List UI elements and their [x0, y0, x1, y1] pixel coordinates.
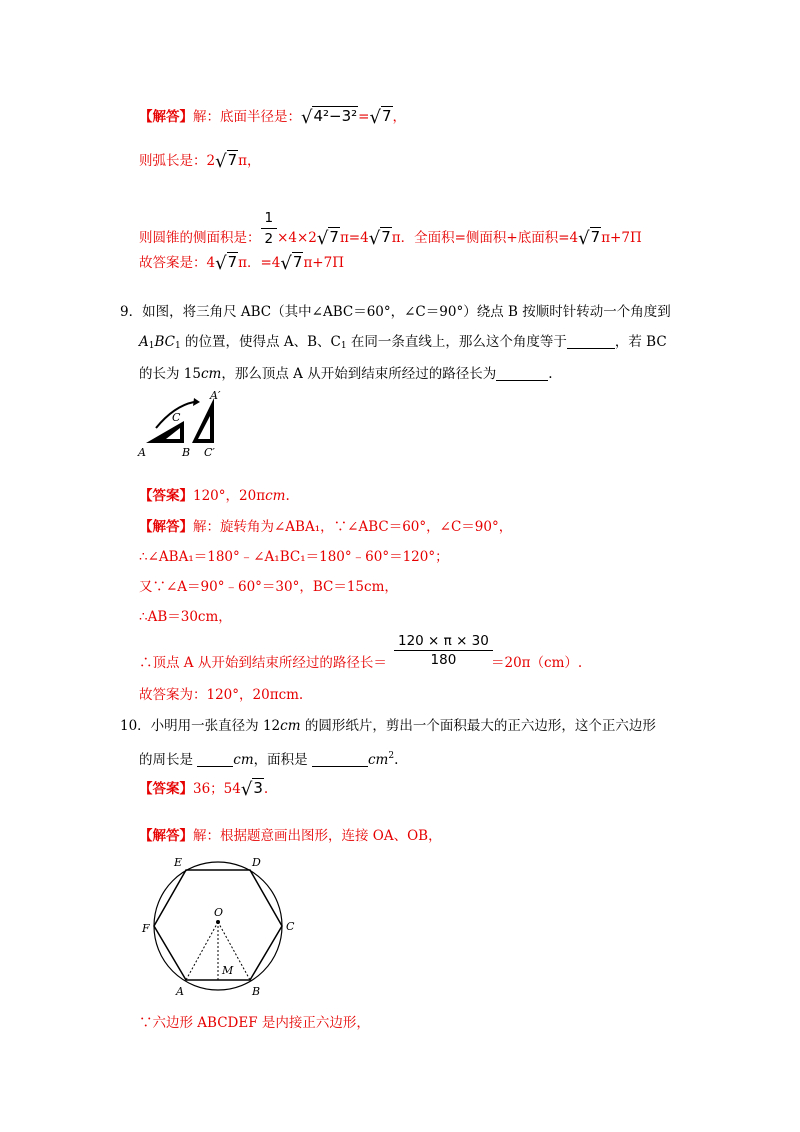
- label-m: M: [222, 964, 234, 977]
- q9-solution-line-3: 又∵∠A＝90°﹣60°＝30°，BC＝15cm，: [139, 579, 398, 595]
- label-d: D: [252, 856, 261, 869]
- sqrt-expression: √3: [240, 779, 263, 800]
- q9-solution-line-2: ∴∠ABA₁＝180°﹣∠A₁BC₁＝180°﹣60°＝120°；: [139, 549, 449, 565]
- label-c: C: [172, 411, 181, 424]
- q8-solution-line-1: 【解答】解：底面半径是：√4²−3²=√7，: [139, 107, 407, 128]
- q10-question-line-2: 的周长是 cm，面积是 $cm^2$.: [139, 751, 399, 768]
- q9-fraction: 120 × π × 30 180: [394, 632, 493, 669]
- q9-solution-line-6: 故答案为：120°，20πcm.: [139, 687, 304, 703]
- fraction: $\frac{1}{2}$: [261, 208, 278, 249]
- label-c1: C′: [204, 446, 215, 459]
- q9-triangle-figure: [136, 388, 231, 460]
- q9-solution-line-5: ∴顶点 A 从开始到结束所经过的路径长＝: [139, 655, 387, 671]
- sqrt-expression: √7: [215, 151, 238, 172]
- q10-answer: 【答案】36；54√3.: [139, 779, 269, 800]
- sqrt-expression: √7: [578, 228, 601, 249]
- label-c: C: [286, 920, 295, 933]
- center-point: [216, 920, 220, 924]
- q9-question-line-2: $A_1BC_1$ 的位置，使得点 A、B、$C_1$ 在同一条直线上，那么这个角度等于 ，若 BC: [139, 334, 667, 351]
- q9-solution-line-5-end: ＝20π（cm）.: [491, 655, 583, 671]
- label-a1: A′: [210, 389, 221, 402]
- q10-hexagon-figure: [136, 852, 306, 1000]
- label-b: B: [252, 985, 261, 998]
- sqrt-expression: √4²−3²: [301, 107, 358, 128]
- q10-solution-line-1: 【解答】解：根据题意画出图形，连接 OA、OB，: [139, 828, 442, 844]
- q10-solution-line-2: ∵六边形 ABCDEF 是内接正六边形，: [139, 1015, 370, 1031]
- sqrt-expression: √7: [369, 107, 392, 128]
- sqrt-expression: √7: [316, 228, 339, 249]
- sqrt-expression: √7: [280, 253, 303, 274]
- q8-solution-line-3: 则圆锥的侧面积是： $\frac{1}{2}$ ×4×2√7π=4√7π．全面积=侧面积+底面积=4√7π+7Π: [139, 210, 642, 249]
- jieda-tag: 【解答】: [139, 109, 193, 125]
- answer-blank: [567, 334, 615, 349]
- label-b: B: [182, 446, 191, 459]
- answer-blank: [197, 752, 233, 767]
- q8-solution-line-2: 则弧长是：2√7π，: [139, 151, 261, 172]
- answer-blank: [496, 366, 548, 381]
- q8-solution-line-4: 故答案是：4√7π．=4√7π+7Π: [139, 253, 344, 274]
- sqrt-expression: √7: [368, 228, 391, 249]
- label-o: O: [214, 906, 224, 919]
- segment-oa: [186, 922, 218, 980]
- answer-blank: [312, 752, 368, 767]
- q9-question-line-3: 的长为 15cm，那么顶点 A 从开始到结束所经过的路径长为 .: [139, 366, 553, 382]
- q9-question-line-1: 9．如图，将三角尺 ABC（其中∠ABC＝60°，∠C＝90°）绕点 B 按顺时针转动一个角度到: [120, 304, 671, 320]
- label-a: A: [138, 446, 146, 459]
- q9-answer: 【答案】120°，20πcm.: [139, 488, 290, 504]
- q9-solution-line-1: 【解答】解：旋转角为∠ABA₁，∵∠ABC＝60°，∠C＝90°，: [139, 519, 513, 535]
- label-f: F: [142, 922, 150, 935]
- label-a: A: [176, 985, 184, 998]
- label-e: E: [174, 856, 183, 869]
- q10-question-line-1: 10．小明用一张直径为 12cm 的圆形纸片，剪出一个面积最大的正六边形，这个正六边形: [120, 718, 656, 734]
- q9-solution-line-4: ∴AB＝30cm，: [139, 609, 232, 625]
- sqrt-expression: √7: [215, 253, 238, 274]
